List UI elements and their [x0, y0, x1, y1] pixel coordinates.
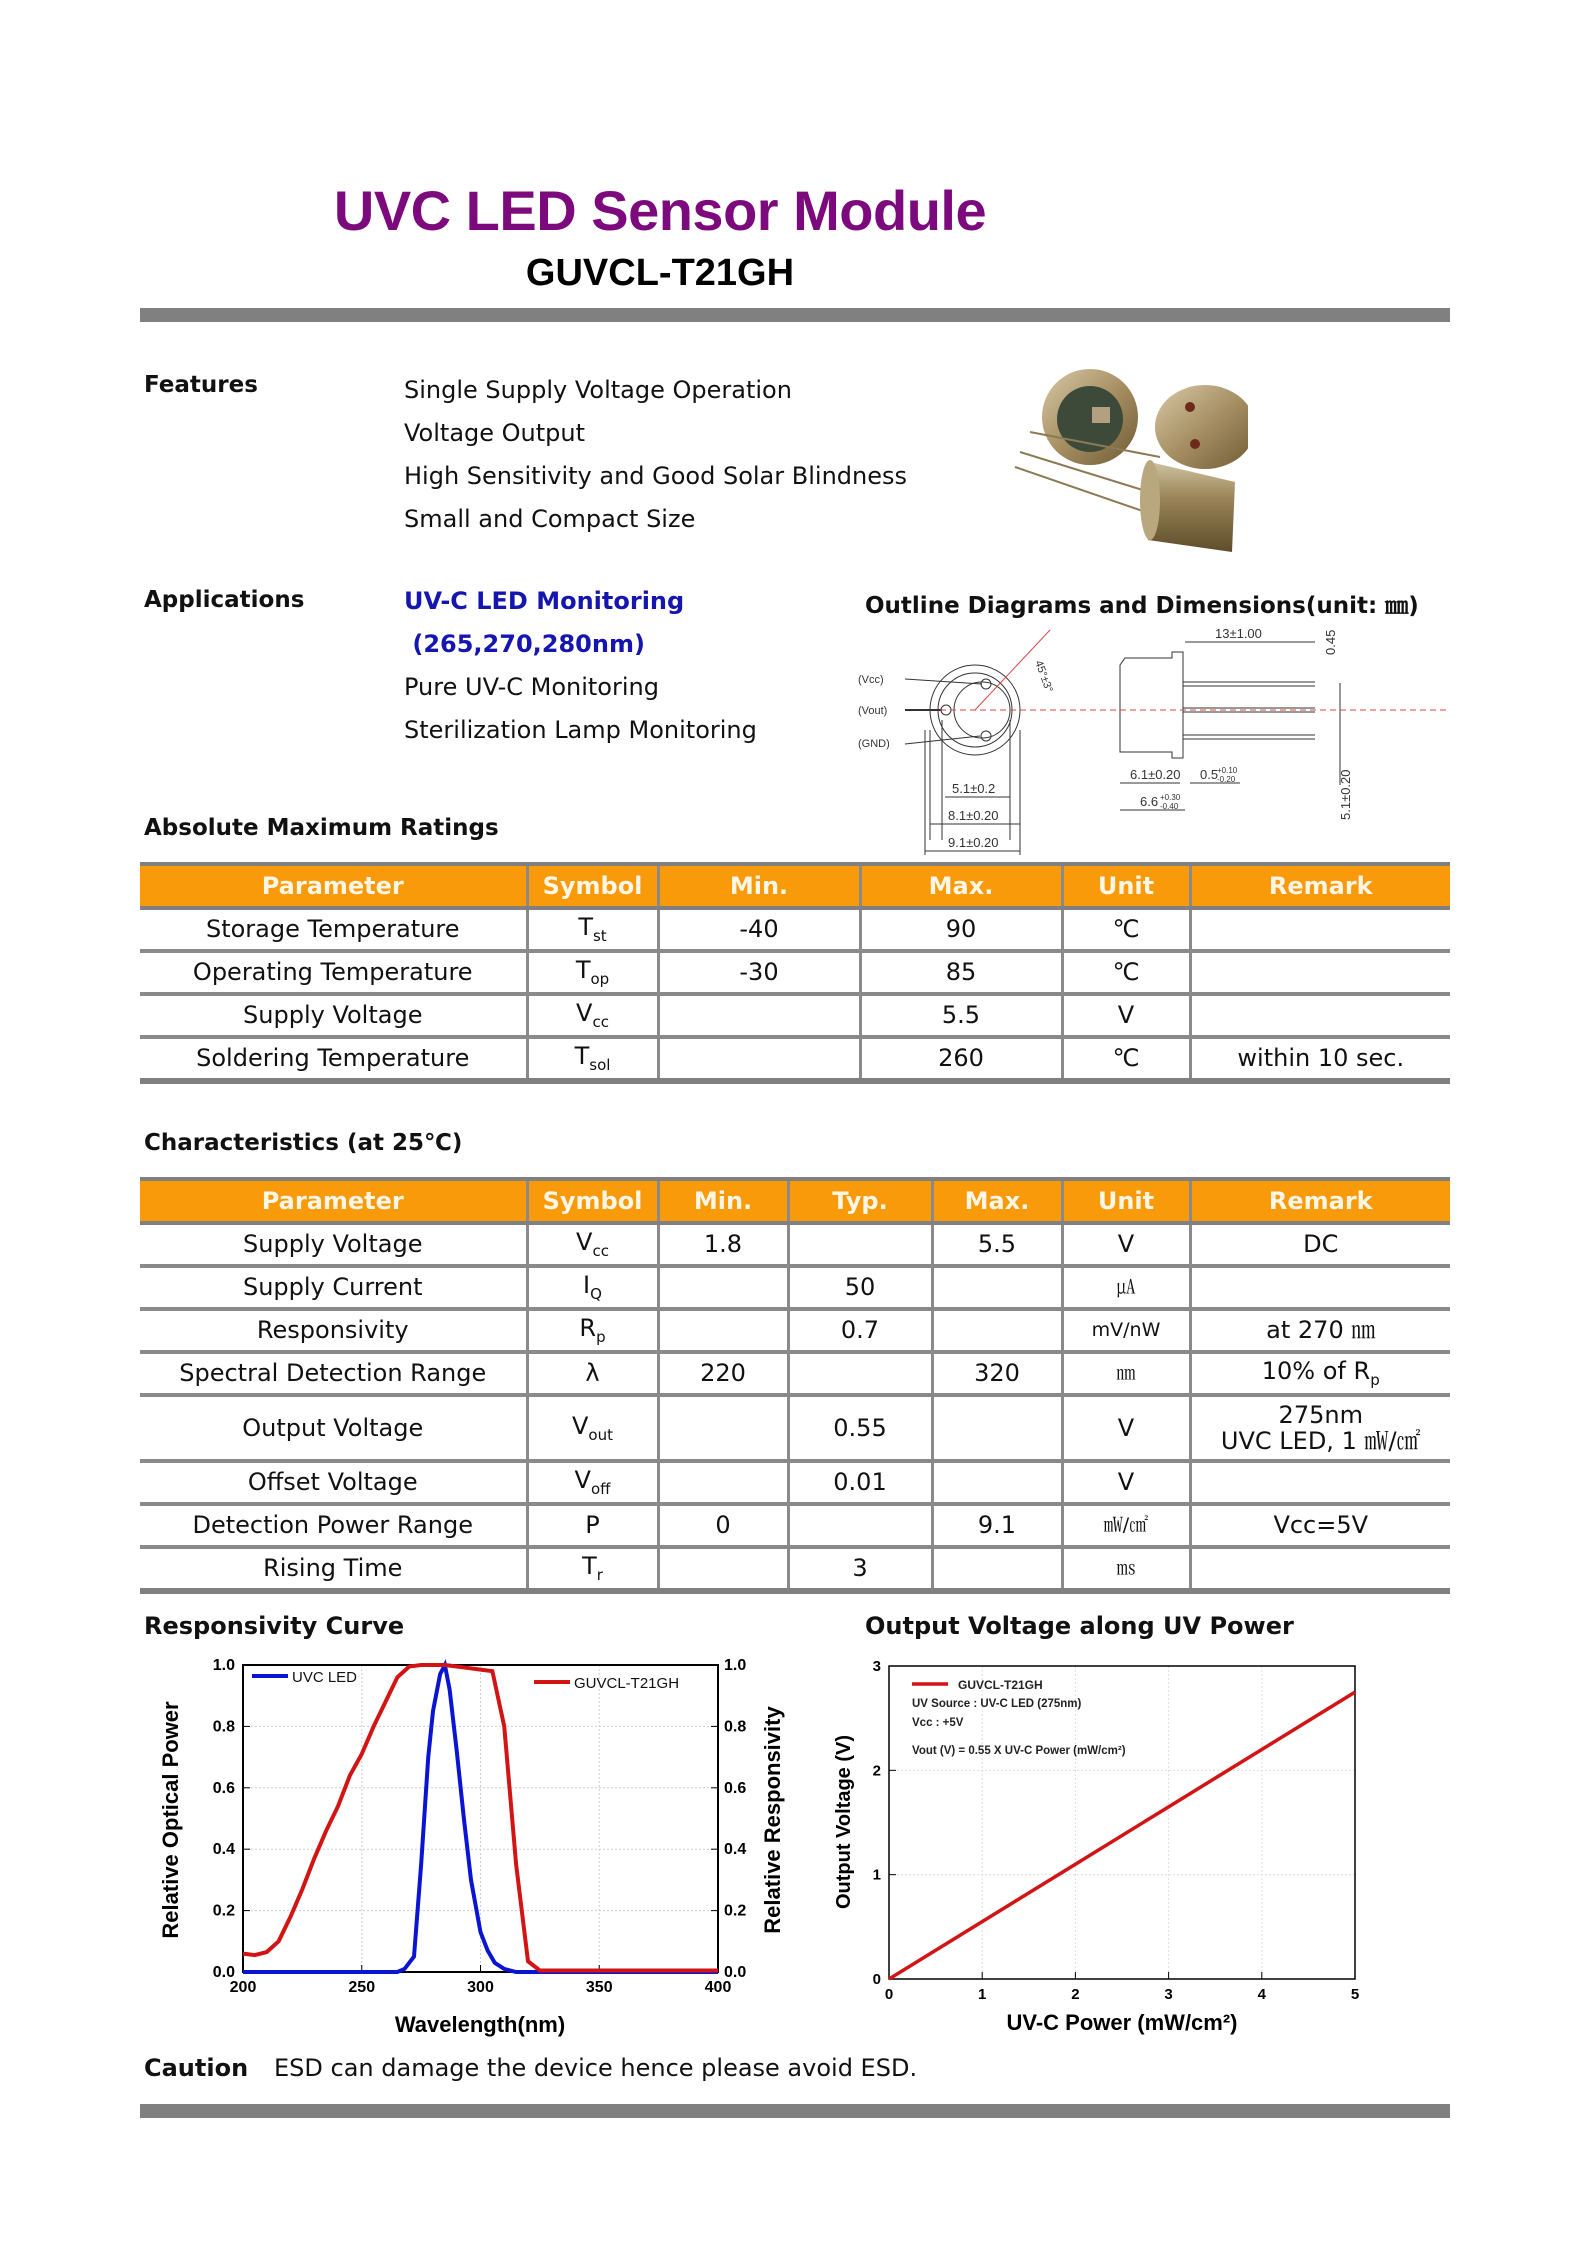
svg-text:3: 3 — [1164, 1986, 1173, 2003]
cell-symbol: $T_r$ — [527, 1547, 658, 1591]
cell-min: 220 — [658, 1352, 788, 1395]
dim-flange-tol-plus: +0.10 — [1217, 766, 1238, 775]
annotation-uv-source: UV Source : UV-C LED (275nm) — [912, 1698, 1082, 1710]
application-item: Sterilization Lamp Monitoring — [404, 716, 757, 744]
cell-min: 1.8 — [658, 1223, 788, 1266]
col-header: Min. — [658, 864, 860, 908]
applications-label: Applications — [144, 587, 305, 613]
x-axis-label: UV-C Power (mW/cm²) — [1006, 2010, 1238, 2035]
table-row — [140, 908, 1450, 951]
dim-total-tol-minus: -0.40 — [1160, 802, 1179, 811]
svg-text:0.0: 0.0 — [724, 1964, 747, 1981]
model-number — [0, 252, 1320, 295]
cell-max: 5.5 — [860, 994, 1062, 1037]
svg-text:0: 0 — [884, 1986, 894, 2003]
cell-typ: 0.01 — [788, 1461, 932, 1504]
top-divider — [140, 308, 1450, 322]
svg-text:5: 5 — [1350, 1986, 1360, 2003]
col-header: Typ. — [788, 1179, 932, 1223]
svg-text:0: 0 — [872, 1971, 881, 1988]
cell-symbol: $V_{cc}$ — [527, 1223, 658, 1266]
col-header: Max. — [932, 1179, 1062, 1223]
legend-guvcl: GUVCL-T21GH — [958, 1678, 1043, 1692]
dim-5-1: 5.1±0.2 — [952, 781, 996, 796]
plot-frame — [889, 1666, 1355, 1979]
cell-parameter: Storage Temperature — [140, 908, 527, 951]
table-row — [140, 1266, 1450, 1309]
cell-remark — [1190, 1547, 1450, 1591]
outline-diagram — [850, 620, 1450, 855]
svg-text:2: 2 — [872, 1762, 881, 1780]
dim-total: 6.6 — [1140, 794, 1159, 809]
cell-typ: 3 — [788, 1547, 932, 1591]
cell-unit: V — [1062, 1461, 1190, 1504]
cell-max — [932, 1395, 1062, 1461]
series-guvcl-t21gh — [889, 1692, 1355, 1979]
cell-max: 90 — [860, 908, 1062, 951]
annotation-formula: Vout (V) = 0.55 X UV-C Power (mW/cm²) — [912, 1745, 1126, 1757]
dim-8-1: 8.1±0.20 — [948, 808, 999, 823]
feature-item: High Sensitivity and Good Solar Blindness — [404, 462, 907, 490]
x-axis-label: Wavelength(nm) — [394, 2012, 566, 2037]
cell-unit: ㎽/㎠ — [1062, 1504, 1190, 1547]
characteristics-table — [140, 1177, 1450, 1594]
cell-min — [658, 1395, 788, 1461]
cell-symbol: P — [527, 1504, 658, 1547]
dim-total-tol-plus: +0.30 — [1160, 793, 1181, 802]
cell-remark — [1190, 1266, 1450, 1309]
annotation-vcc: Vcc : +5V — [912, 1717, 964, 1729]
svg-text:1: 1 — [872, 1866, 881, 1884]
dim-pitch: 5.1±0.20 — [1338, 769, 1353, 820]
feature-item: Small and Compact Size — [404, 505, 696, 533]
output-voltage-chart — [820, 1640, 1380, 2050]
svg-text:0.0: 0.0 — [212, 1964, 235, 1981]
responsivity-chart — [140, 1640, 840, 2040]
cell-remark — [1190, 1461, 1450, 1504]
feature-item: Single Supply Voltage Operation — [404, 376, 792, 404]
abs-max-title: Absolute Maximum Ratings — [144, 815, 499, 841]
caution-text: ESD can damage the device hence please avoid ESD. — [274, 2054, 918, 2082]
cell-parameter: Supply Voltage — [140, 994, 527, 1037]
page-title: UVC LED Sensor Module — [333, 179, 987, 242]
cell-min: 0 — [658, 1504, 788, 1547]
cell-min — [658, 994, 860, 1037]
table-header-row — [140, 1179, 1450, 1223]
cell-parameter: Spectral Detection Range — [140, 1352, 527, 1395]
application-item: Pure UV-C Monitoring — [404, 673, 659, 701]
caution-label: Caution — [144, 2054, 249, 2082]
svg-text:0.2: 0.2 — [212, 1902, 235, 1920]
cell-unit: V — [1062, 994, 1190, 1037]
cell-max — [932, 1266, 1062, 1309]
dim-lead-dia: 0.45 — [1323, 629, 1338, 655]
cell-remark — [1190, 994, 1450, 1037]
cell-symbol: $R_p$ — [527, 1309, 658, 1352]
col-header: Unit — [1062, 864, 1190, 908]
pin-label-gnd: (GND) — [858, 738, 890, 750]
cell-max — [932, 1461, 1062, 1504]
cell-min — [658, 1309, 788, 1352]
col-header: Symbol — [527, 1179, 658, 1223]
table-row — [140, 1504, 1450, 1547]
y-axis-label: Output Voltage (V) — [833, 1734, 855, 1910]
table-header-row — [140, 864, 1450, 908]
cell-parameter: Responsivity — [140, 1309, 527, 1352]
pin-label-vcc: (Vcc) — [858, 674, 884, 686]
cell-parameter: Soldering Temperature — [140, 1037, 527, 1081]
legend-guvcl: GUVCL-T21GH — [574, 1675, 680, 1692]
dim-body: 6.1±0.20 — [1130, 767, 1181, 782]
col-header: Remark — [1190, 1179, 1450, 1223]
cell-symbol: $V_{cc}$ — [527, 994, 658, 1037]
cell-typ — [788, 1352, 932, 1395]
cell-remark: 275nm UVC LED, 1 ㎽/㎠ — [1190, 1395, 1450, 1461]
product-photo — [1000, 352, 1248, 568]
svg-text:250: 250 — [348, 1979, 376, 1996]
svg-text:0.2: 0.2 — [724, 1902, 747, 1920]
outline-title: Outline Diagrams and Dimensions(unit: ㎜) — [865, 593, 1419, 619]
abs-max-table — [140, 862, 1450, 1084]
svg-text:0.8: 0.8 — [212, 1718, 235, 1736]
output-chart-title: Output Voltage along UV Power — [865, 1612, 1294, 1640]
y2-axis-label: Relative Responsivity — [760, 1706, 785, 1934]
cell-min: -40 — [658, 908, 860, 951]
cell-min — [658, 1266, 788, 1309]
cell-unit: V — [1062, 1395, 1190, 1461]
cell-symbol: $V_{out}$ — [527, 1395, 658, 1461]
col-header: Min. — [658, 1179, 788, 1223]
col-header: Parameter — [140, 864, 527, 908]
cell-parameter: Offset Voltage — [140, 1461, 527, 1504]
cell-unit: ㎳ — [1062, 1547, 1190, 1591]
cell-remark — [1190, 908, 1450, 951]
legend-uvc-led: UVC LED — [292, 1669, 358, 1686]
cell-min — [658, 1461, 788, 1504]
cell-parameter: Detection Power Range — [140, 1504, 527, 1547]
cell-unit: ㎚ — [1062, 1352, 1190, 1395]
table-row — [140, 1309, 1450, 1352]
table-row — [140, 1352, 1450, 1395]
table-row — [140, 1547, 1450, 1591]
table-row — [140, 1037, 1450, 1081]
dim-flange: 0.5 — [1200, 767, 1219, 782]
dim-9-1: 9.1±0.20 — [948, 835, 999, 850]
col-header: Max. — [860, 864, 1062, 908]
cell-symbol: $T_{st}$ — [527, 908, 658, 951]
svg-text:400: 400 — [704, 1979, 732, 1996]
bottom-divider — [140, 2104, 1450, 2118]
cell-typ: 50 — [788, 1266, 932, 1309]
cell-min — [658, 1037, 860, 1081]
cell-unit: V — [1062, 1223, 1190, 1266]
table-row — [140, 951, 1450, 994]
y-axis-label: Relative Optical Power — [158, 1701, 183, 1939]
svg-text:350: 350 — [585, 1979, 613, 1996]
cell-remark: Vcc=5V — [1190, 1504, 1450, 1547]
svg-text:0.4: 0.4 — [212, 1841, 235, 1859]
cell-symbol: $I_Q$ — [527, 1266, 658, 1309]
svg-text:1: 1 — [978, 1986, 987, 2003]
cell-max: 85 — [860, 951, 1062, 994]
cell-unit: ㎂ — [1062, 1266, 1190, 1309]
cell-parameter: Operating Temperature — [140, 951, 527, 994]
svg-text:2: 2 — [1071, 1986, 1080, 2003]
cell-remark: DC — [1190, 1223, 1450, 1266]
svg-text:3: 3 — [872, 1658, 881, 1675]
cell-unit: ℃ — [1062, 1037, 1190, 1081]
svg-text:1.0: 1.0 — [212, 1657, 235, 1674]
feature-item: Voltage Output — [404, 419, 586, 447]
pin-label-vout: (Vout) — [858, 705, 888, 717]
cell-min: -30 — [658, 951, 860, 994]
cell-parameter: Supply Current — [140, 1266, 527, 1309]
cell-max: 5.5 — [932, 1223, 1062, 1266]
cell-unit: mV/nW — [1062, 1309, 1190, 1352]
cell-unit: ℃ — [1062, 908, 1190, 951]
table-row — [140, 1395, 1450, 1461]
cell-max — [932, 1547, 1062, 1591]
svg-text:1.0: 1.0 — [724, 1657, 747, 1674]
svg-text:4: 4 — [1257, 1986, 1266, 2003]
col-header: Parameter — [140, 1179, 527, 1223]
cell-remark — [1190, 951, 1450, 994]
angle-label: 45°±3° — [1032, 658, 1055, 695]
cell-symbol: $T_{op}$ — [527, 951, 658, 994]
cell-max: 260 — [860, 1037, 1062, 1081]
dim-flange-tol-minus: -0.20 — [1217, 775, 1236, 784]
svg-text:300: 300 — [467, 1979, 494, 1996]
model-number-text: GUVCL-T21GH — [525, 252, 795, 294]
application-highlight-wavelengths: (265,270,280nm) — [404, 630, 645, 658]
characteristics-title: Characteristics (at 25℃) — [144, 1130, 463, 1156]
cell-typ — [788, 1223, 932, 1266]
cell-parameter: Supply Voltage — [140, 1223, 527, 1266]
cell-parameter: Rising Time — [140, 1547, 527, 1591]
responsivity-chart-title: Responsivity Curve — [144, 1612, 405, 1640]
cell-remark: at 270 ㎚ — [1190, 1309, 1450, 1352]
dim-lead-length: 13±1.00 — [1215, 626, 1262, 641]
cell-remark: 10% of $R_p$ — [1190, 1352, 1450, 1395]
col-header: Remark — [1190, 864, 1450, 908]
cell-symbol: $V_{off}$ — [527, 1461, 658, 1504]
cell-min — [658, 1547, 788, 1591]
cell-parameter: Output Voltage — [140, 1395, 527, 1461]
cell-remark: within 10 sec. — [1190, 1037, 1450, 1081]
cell-max: 9.1 — [932, 1504, 1062, 1547]
table-row — [140, 1223, 1450, 1266]
col-header: Symbol — [527, 864, 658, 908]
cell-typ: 0.7 — [788, 1309, 932, 1352]
application-highlight: UV-C LED Monitoring — [404, 587, 685, 615]
table-row — [140, 1461, 1450, 1504]
svg-text:0.6: 0.6 — [724, 1779, 747, 1797]
svg-text:0.4: 0.4 — [724, 1841, 747, 1859]
svg-text:0.6: 0.6 — [212, 1779, 235, 1797]
cell-unit: ℃ — [1062, 951, 1190, 994]
cell-symbol: λ — [527, 1352, 658, 1395]
cell-typ — [788, 1504, 932, 1547]
features-label: Features — [144, 372, 258, 398]
table-row — [140, 994, 1450, 1037]
cell-symbol: $T_{sol}$ — [527, 1037, 658, 1081]
cell-typ: 0.55 — [788, 1395, 932, 1461]
cell-max — [932, 1309, 1062, 1352]
svg-text:200: 200 — [229, 1979, 257, 1996]
col-header: Unit — [1062, 1179, 1190, 1223]
svg-text:0.8: 0.8 — [724, 1718, 747, 1736]
cell-max: 320 — [932, 1352, 1062, 1395]
